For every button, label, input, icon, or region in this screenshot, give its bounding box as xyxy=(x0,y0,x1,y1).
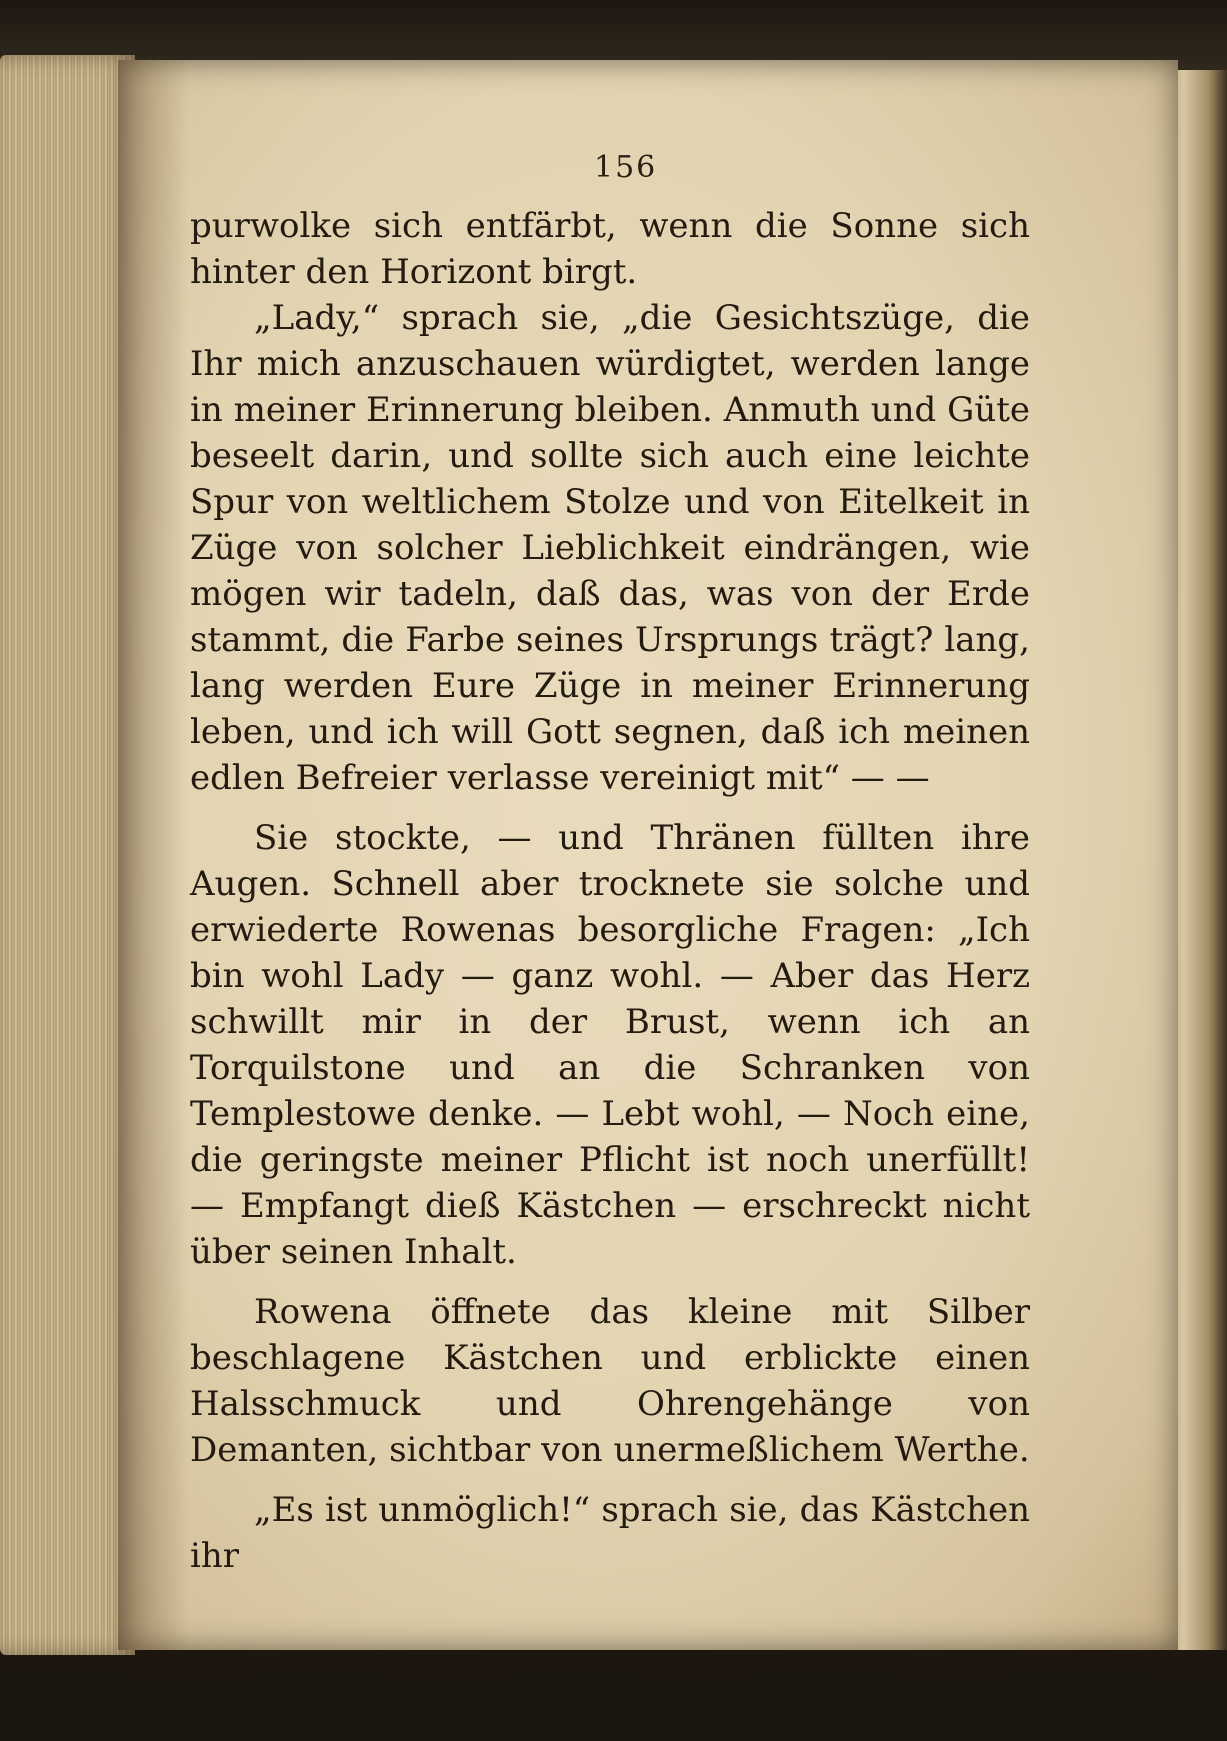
paragraph: purwolke sich entfärbt, wenn die Sonne sich hinter den Horizont birgt. xyxy=(190,206,1030,292)
paragraph: „Es ist unmöglich!“ sprach sie, das Kästchen ihr xyxy=(190,1490,1030,1576)
page-edges-left xyxy=(0,55,135,1655)
paragraph: Rowena öffnete das kleine mit Silber beschlagene Kästchen und erblickte einen Halsschmuck und Ohrengehänge von Demanten, sichtbar von unermeßlichem Werthe. xyxy=(190,1292,1030,1470)
spine-shadow xyxy=(118,60,188,1650)
page-text xyxy=(190,203,1030,1579)
page-number: 156 xyxy=(594,150,658,185)
paragraph: Sie stockte, — und Thränen füllten ihre Augen. Schnell aber trocknete sie solche und erwiederte Rowenas besorgliche Fragen: „Ich bin wohl Lady — ganz wohl. — Aber das Herz schwillt mir in der Brust, wenn ich an Torquilstone und an die Schranken von Templestowe denke. — Lebt wohl, — Noch eine, die geringste meiner Pflicht ist noch unerfüllt! — Empfangt dieß Kästchen — erschreckt nicht über seinen Inhalt. xyxy=(190,818,1030,1272)
paragraph: „Lady,“ sprach sie, „die Gesichtszüge, die Ihr mich anzuschauen würdigtet, werden lange in meiner Erinnerung bleiben. Anmuth und Güte beseelt darin, und sollte sich auch eine leichte Spur von weltlichem Stolze und von Eitelkeit in Züge von solcher Lieblichkeit eindrängen, wie mögen wir tadeln, daß das, was von der Erde stammt, die Farbe seines Ursprungs trägt? lang, lang werden Eure Züge in meiner Erinnerung leben, und ich will Gott segnen, daß ich meinen edlen Befreier verlasse vereinigt mit“ — — xyxy=(190,298,1030,798)
